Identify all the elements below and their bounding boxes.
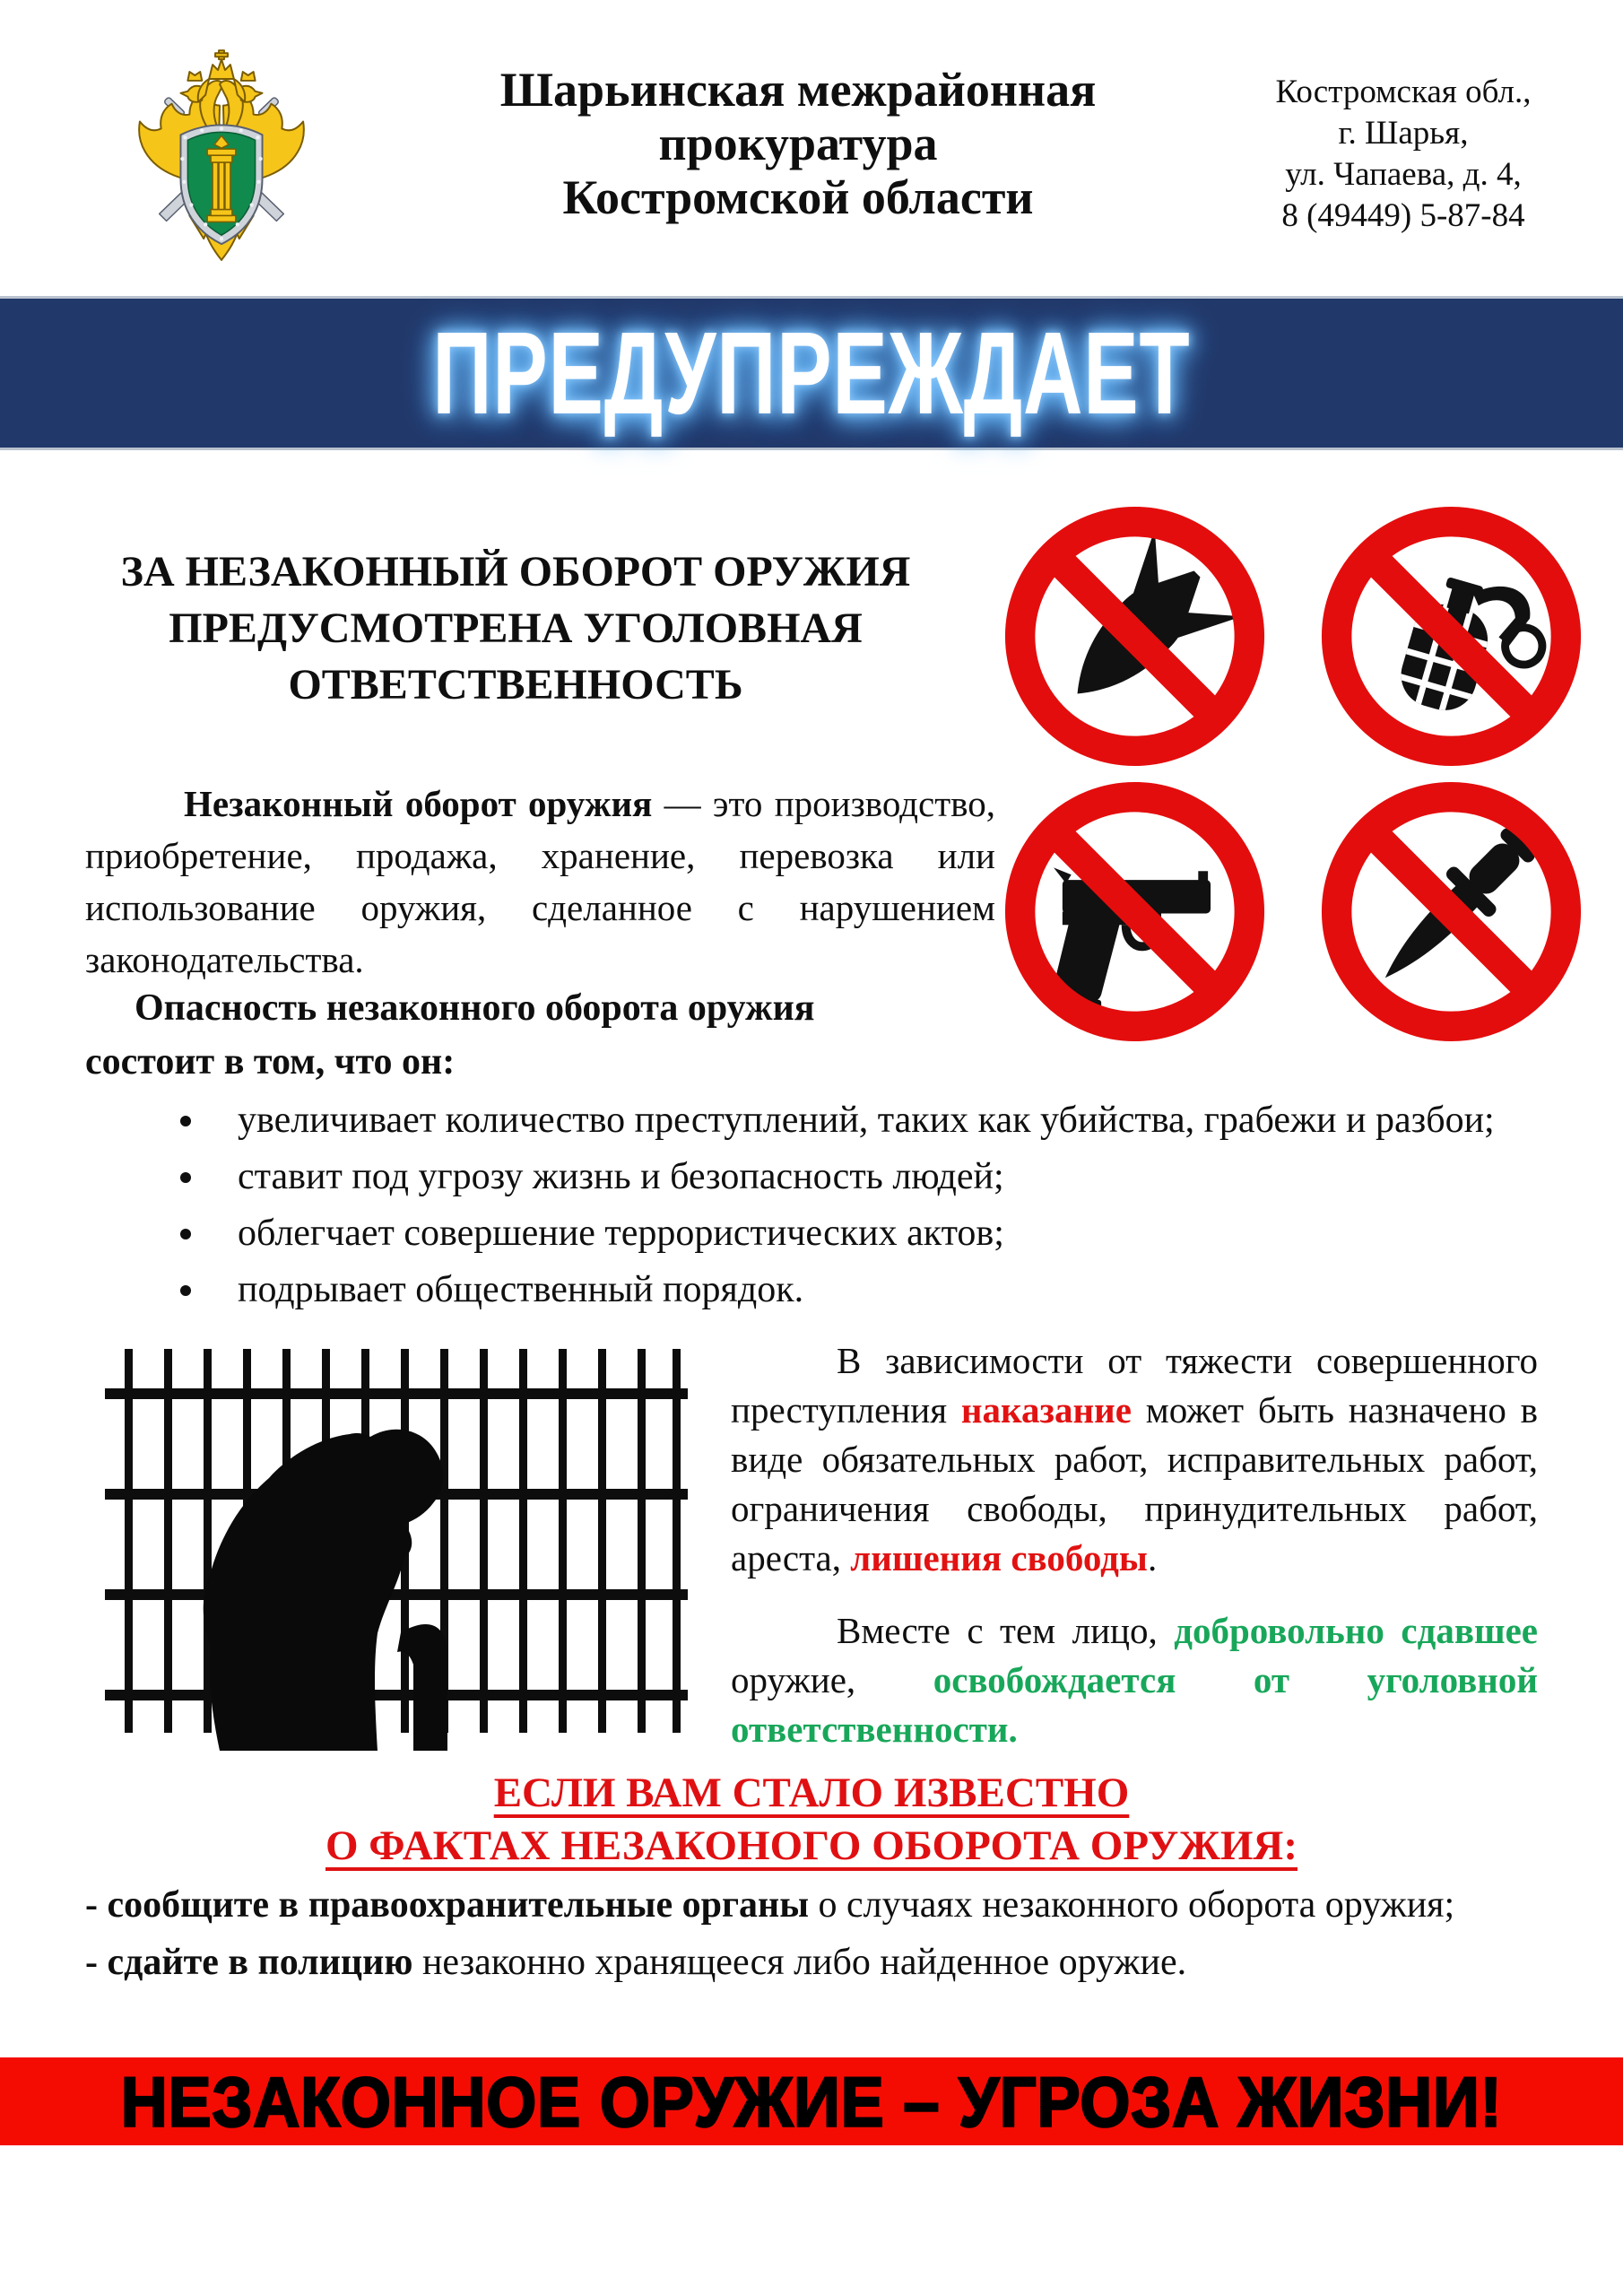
bullet-item: увеличивает количество преступлений, таких как убийства, грабежи и разбои; [85,1092,1538,1149]
no-pistol-sign-icon [1002,779,1267,1044]
report-item [85,1934,1538,1991]
surrender-seg: оружие, [731,1659,933,1700]
no-knife-sign-icon [1319,779,1584,1044]
report-item-rest: незаконно хранящееся либо найденное оружие. [412,1942,1187,1983]
surrender-green-term: добровольно сдавшее [1174,1610,1538,1651]
report-item-rest: о случаях незаконного оборота оружия; [809,1884,1455,1926]
punishment-red-term: наказание [960,1389,1132,1431]
org-title-line: Шарьинская межрайонная [499,63,1097,117]
punishment-seg: . [1147,1537,1158,1578]
definition-paragraph [85,778,995,986]
surrender-seg: Вместе с тем лицо, [837,1610,1175,1651]
punishment-section [85,1336,1538,1754]
prohibition-signs [1002,504,1623,1044]
punishment-red-term: лишения свободы [850,1537,1148,1578]
bullet-item: подрывает общественный порядок. [85,1262,1538,1318]
address-line: г. Шарья, [1338,115,1469,152]
report-item-bold: - сообщите в правоохранительные органы [85,1884,810,1926]
footer-banner-text: НЕЗАКОННОЕ ОРУЖИЕ – УГРОЗА ЖИЗНИ! [120,2062,1503,2141]
danger-heading-line: Опасность незаконного оборота оружия [135,987,815,1029]
punishment-paragraph [731,1336,1538,1583]
report-heading [0,1767,1623,1873]
prisoner-behind-bars-image [85,1336,706,1751]
no-bomb-sign-icon [1002,504,1267,769]
prosecutor-emblem-icon [133,47,310,282]
danger-heading-line: состоит в том, что он: [85,1041,456,1083]
danger-bullet-list [85,1092,1538,1318]
main-heading-line: ПРЕДУСМОТРЕНА УГОЛОВНАЯ [169,604,863,652]
no-grenade-sign-icon [1319,504,1584,769]
punishment-seg: может быть назначено в виде обязательных работ, исправительных работ, ограничения свободы, принудительных работ, ареста, [731,1389,1538,1578]
org-title-line: Костромской области [562,170,1034,224]
org-title [359,63,1237,224]
bullet-item: облегчает совершение террористических актов; [85,1205,1538,1262]
bullet-item: ставит под угрозу жизнь и безопасность людей; [85,1149,1538,1205]
warning-banner-text: ПРЕДУПРЕЖДАЕТ [432,308,1191,439]
punishment-text [731,1336,1538,1754]
main-heading-line: ЗА НЕЗАКОННЫЙ ОБОРОТ ОРУЖИЯ [120,548,911,596]
address-line: 8 (49449) 5-87-84 [1281,197,1525,234]
warning-banner [0,296,1623,450]
org-address [1193,72,1614,237]
report-heading-line: ЕСЛИ ВАМ СТАЛО ИЗВЕСТНО [493,1770,1130,1816]
address-line: ул. Чапаева, д. 4, [1285,156,1522,193]
report-heading-line: О ФАКТАХ НЕЗАКОНОГО ОБОРОТА ОРУЖИЯ: [325,1822,1298,1869]
report-item [85,1876,1538,1934]
address-line: Костромская обл., [1275,74,1532,110]
org-title-line: прокуратура [658,117,938,170]
surrender-paragraph [731,1606,1538,1754]
footer-banner [0,2057,1623,2145]
punishment-seg: В зависимости от тяжести совершенного преступления [731,1340,1538,1431]
surrender-green-term: освобождается от уголовной ответственности. [731,1659,1538,1750]
danger-heading [85,981,991,1089]
report-items [85,1876,1538,1991]
definition-lead: Незаконный оборот оружия [184,783,653,824]
definition-rest: — это производство, приобретение, продажа, хранение, перевозка или использование оружия, сделанное с нарушением законодательства. [85,783,995,980]
main-heading-line: ОТВЕТСТВЕННОСТЬ [288,661,743,709]
main-heading [85,544,946,713]
report-item-bold: - сдайте в полицию [85,1942,413,1983]
